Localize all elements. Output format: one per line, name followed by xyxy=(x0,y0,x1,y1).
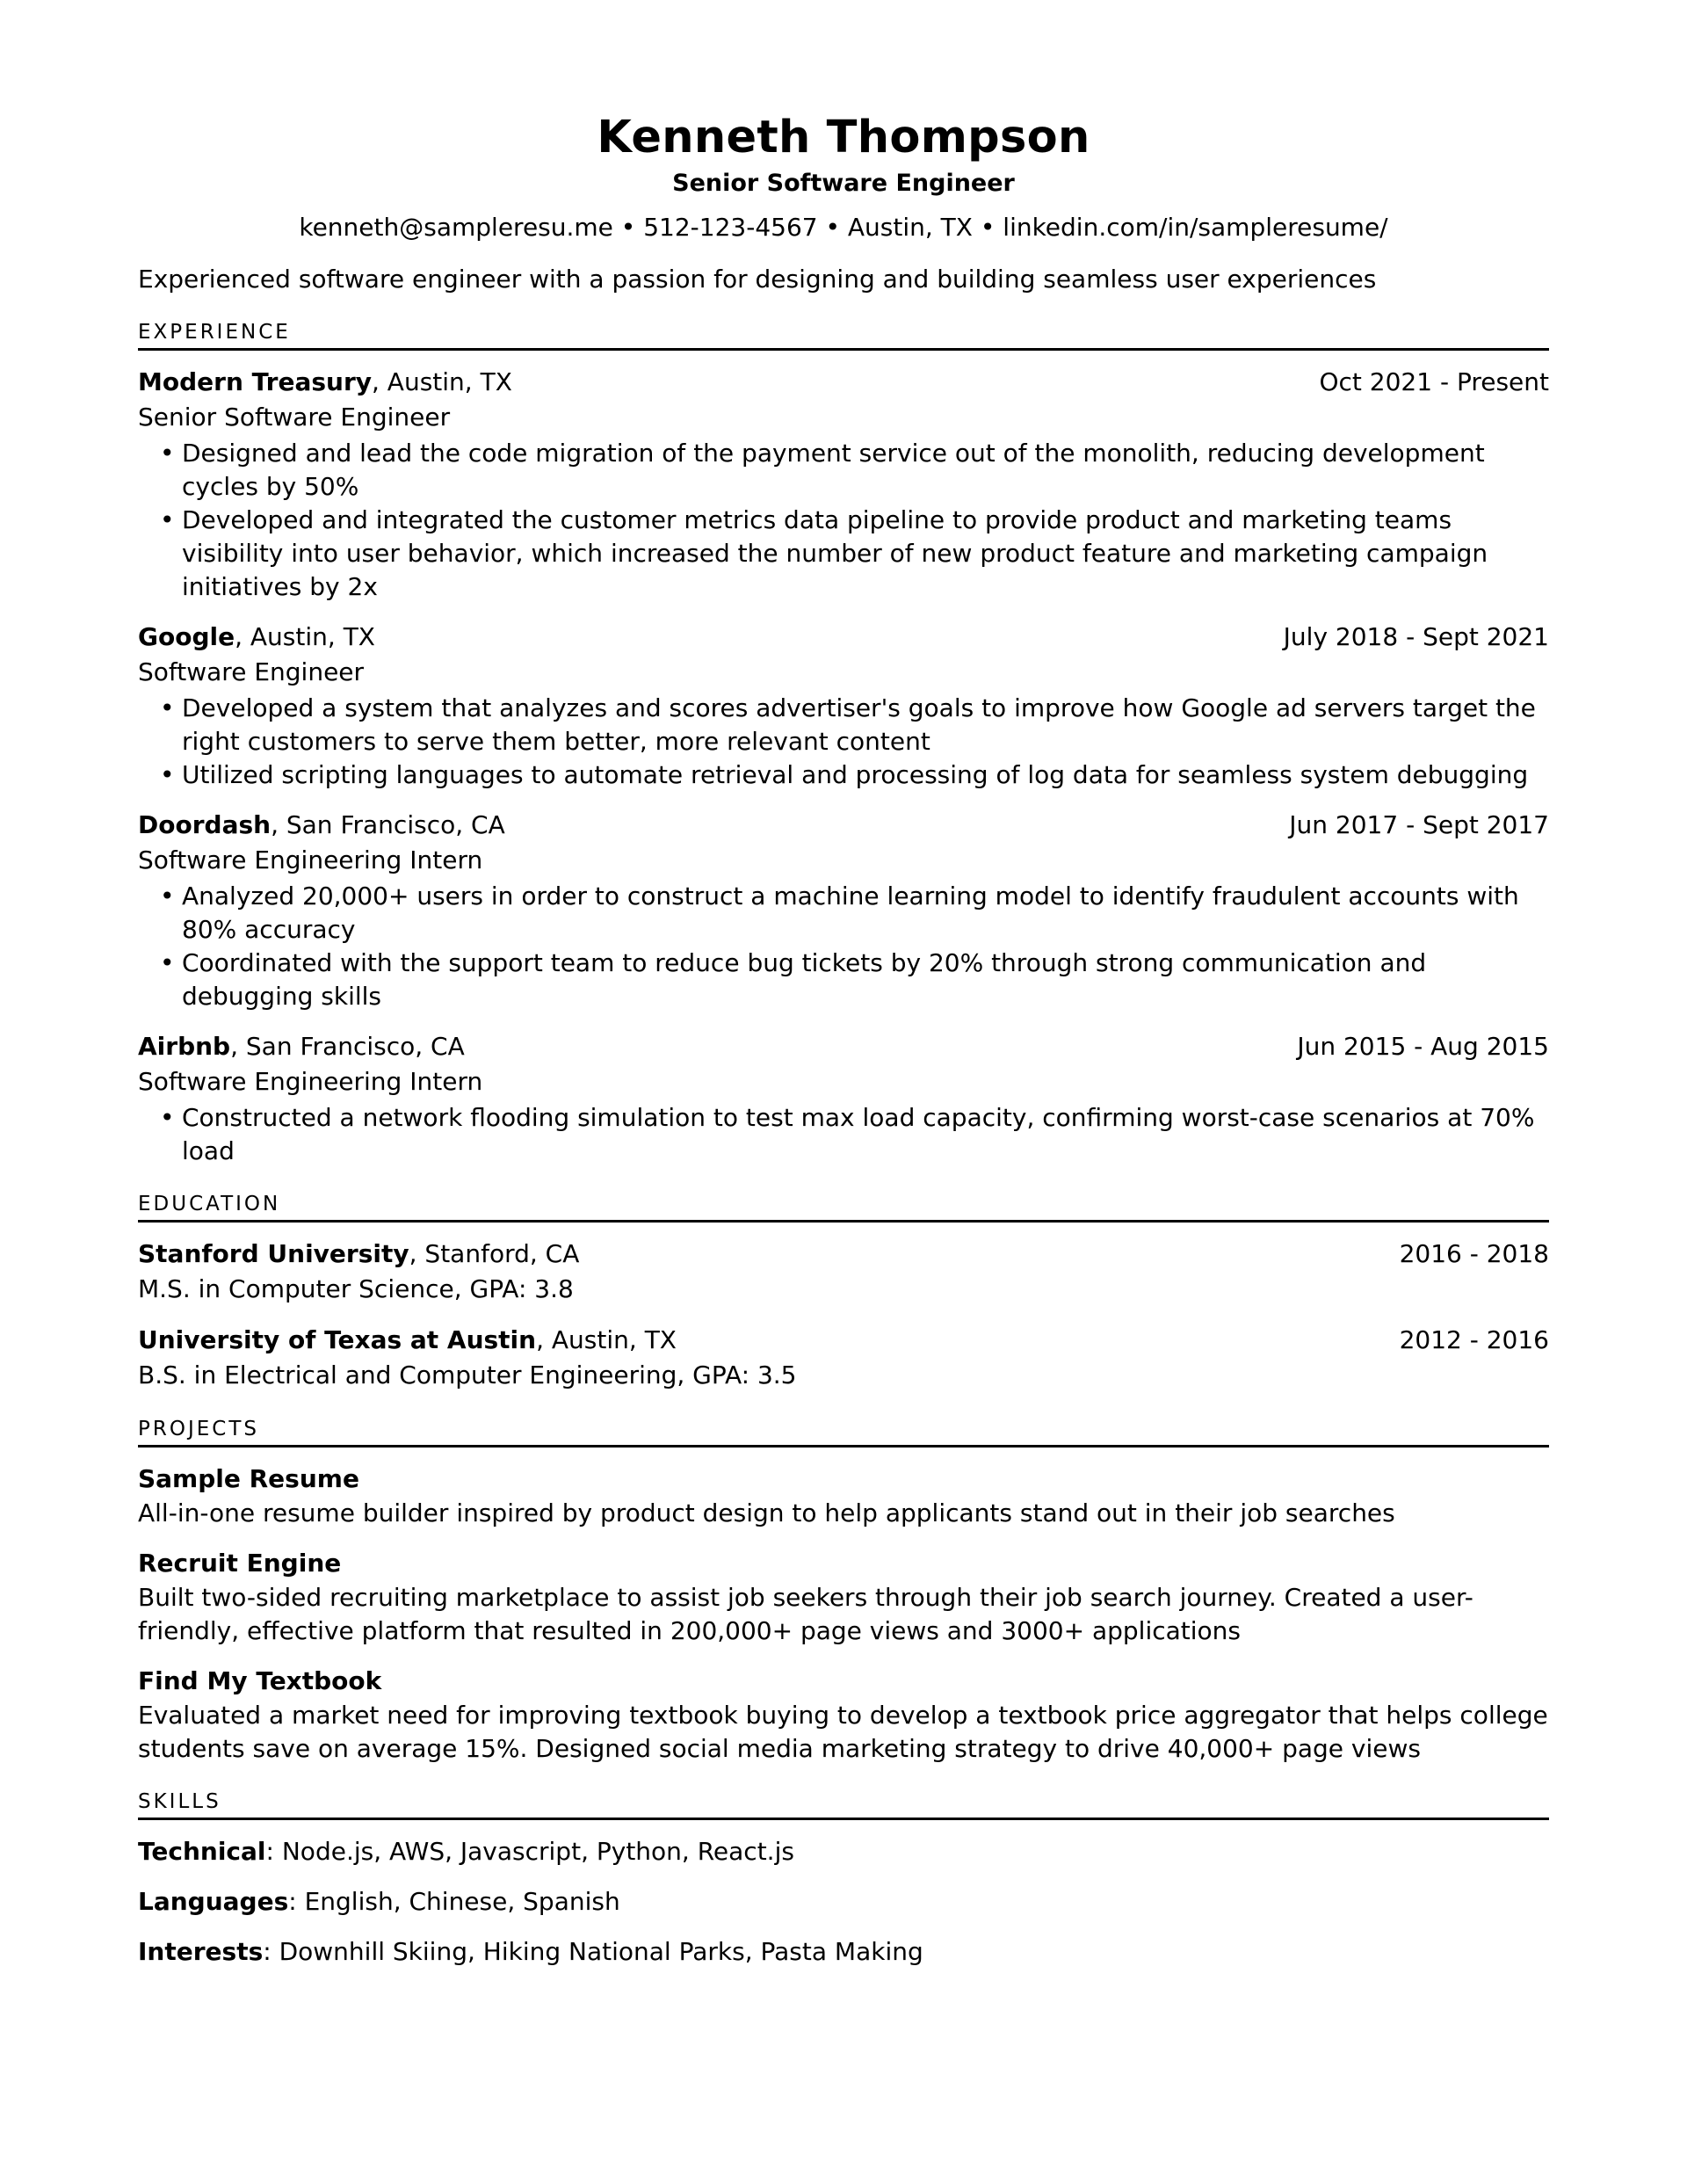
section-title-skills: SKILLS xyxy=(138,1789,1549,1820)
entry-header xyxy=(138,1323,1549,1358)
experience-section xyxy=(138,319,1549,1168)
skill-row-interests xyxy=(138,1934,1549,1970)
skill-value: : English, Chinese, Spanish xyxy=(288,1887,620,1916)
project-description: Evaluated a market need for improving textbook buying to develop a textbook price aggregator that helps college students save on average 15%. Designed social media marketing strategy to drive 40,000+ page views xyxy=(138,1701,1548,1763)
entry-header xyxy=(138,620,1549,655)
skill-label: Interests xyxy=(138,1937,264,1966)
skill-row-technical xyxy=(138,1834,1549,1869)
bullet-list xyxy=(138,692,1549,792)
skill-row-languages xyxy=(138,1884,1549,1919)
entry-header xyxy=(138,365,1549,400)
school-location-text: , Stanford, CA xyxy=(409,1239,580,1268)
skill-value: : Node.js, AWS, Javascript, Python, React.js xyxy=(265,1837,794,1866)
bullet-text: Coordinated with the support team to reduce bug tickets by 20% through strong communication and debugging skills xyxy=(182,948,1427,1011)
experience-entry xyxy=(138,620,1549,792)
entry-dates: July 2018 - Sept 2021 xyxy=(1283,622,1549,651)
job-role: Senior Software Engineer xyxy=(138,403,451,432)
entry-dates: 2012 - 2016 xyxy=(1399,1325,1549,1354)
projects-section xyxy=(138,1416,1549,1766)
company-location-text: , San Francisco, CA xyxy=(230,1032,465,1061)
candidate-headline: Senior Software Engineer xyxy=(672,170,1015,197)
entry-header xyxy=(138,1237,1549,1272)
bullet-list xyxy=(138,437,1549,604)
company-location xyxy=(138,808,505,843)
project-entry xyxy=(138,1546,1549,1648)
bullet-glyph: • xyxy=(160,693,175,722)
project-description: All-in-one resume builder inspired by product design to help applicants stand out in their job searches xyxy=(138,1498,1395,1527)
bullet-glyph: • xyxy=(160,1103,175,1132)
bullet-text: Designed and lead the code migration of the payment service out of the monolith, reducing development cycles by 50% xyxy=(182,439,1485,501)
entry-dates: 2016 - 2018 xyxy=(1399,1239,1549,1268)
company-location-text: , Austin, TX xyxy=(235,622,375,651)
job-role: Software Engineering Intern xyxy=(138,845,483,874)
project-entry xyxy=(138,1664,1549,1766)
experience-entry xyxy=(138,365,1549,604)
bullet-item xyxy=(138,758,1549,792)
skill-value: : Downhill Skiing, Hiking National Parks, Pasta Making xyxy=(263,1937,923,1966)
experience-entry xyxy=(138,1029,1549,1168)
degree: M.S. in Computer Science, GPA: 3.8 xyxy=(138,1274,574,1303)
bullet-item xyxy=(138,437,1549,504)
school-location xyxy=(138,1237,579,1272)
bullet-item xyxy=(138,1101,1549,1168)
skills-section xyxy=(138,1789,1549,1970)
degree: B.S. in Electrical and Computer Engineering, GPA: 3.5 xyxy=(138,1360,797,1389)
bullet-glyph: • xyxy=(160,882,175,911)
project-entry xyxy=(138,1462,1549,1530)
skill-label: Technical xyxy=(138,1837,266,1866)
bullet-item xyxy=(138,947,1549,1013)
education-section xyxy=(138,1191,1549,1393)
bullet-text: Constructed a network flooding simulation to test max load capacity, confirming worst-case scenarios at 70% load xyxy=(182,1103,1535,1165)
entry-dates: Jun 2015 - Aug 2015 xyxy=(1297,1032,1549,1061)
candidate-name: Kenneth Thompson xyxy=(597,112,1090,163)
bullet-text: Developed and integrated the customer metrics data pipeline to provide product and marketing teams visibility into user behavior, which increased the number of new product feature and marketing campaign initiatives by 2x xyxy=(182,505,1488,601)
project-name: Find My Textbook xyxy=(138,1666,382,1695)
bullet-list xyxy=(138,1101,1549,1168)
contact-line: kenneth@sampleresu.me • 512-123-4567 • Austin, TX • linkedin.com/in/sampleresume/ xyxy=(299,213,1388,242)
company-location xyxy=(138,365,512,400)
entry-header xyxy=(138,808,1549,843)
experience-entry xyxy=(138,808,1549,1013)
bullet-item xyxy=(138,880,1549,947)
bullet-glyph: • xyxy=(160,760,175,789)
bullet-item xyxy=(138,504,1549,604)
section-title-experience: EXPERIENCE xyxy=(138,319,1549,351)
company-name: Modern Treasury xyxy=(138,367,372,396)
bullet-text: Developed a system that analyzes and scores advertiser's goals to improve how Google ad servers target the right customers to serve them better, more relevant content xyxy=(182,693,1536,756)
entry-header xyxy=(138,1029,1549,1064)
education-entry xyxy=(138,1237,1549,1307)
project-name: Recruit Engine xyxy=(138,1549,342,1578)
job-role: Software Engineering Intern xyxy=(138,1067,483,1096)
bullet-list xyxy=(138,880,1549,1013)
company-name: Airbnb xyxy=(138,1032,231,1061)
school-location-text: , Austin, TX xyxy=(536,1325,677,1354)
school-name: University of Texas at Austin xyxy=(138,1325,537,1354)
company-name: Doordash xyxy=(138,810,272,839)
skill-label: Languages xyxy=(138,1887,289,1916)
education-entry xyxy=(138,1323,1549,1393)
bullet-glyph: • xyxy=(160,948,175,977)
section-title-projects: PROJECTS xyxy=(138,1416,1549,1448)
company-location-text: , San Francisco, CA xyxy=(271,810,505,839)
bullet-glyph: • xyxy=(160,505,175,534)
bullet-text: Utilized scripting languages to automate retrieval and processing of log data for seamless system debugging xyxy=(182,760,1529,789)
job-role: Software Engineer xyxy=(138,657,365,686)
project-name: Sample Resume xyxy=(138,1464,359,1493)
bullet-text: Analyzed 20,000+ users in order to construct a machine learning model to identify fraudulent accounts with 80% accuracy xyxy=(182,882,1519,944)
company-location-text: , Austin, TX xyxy=(372,367,512,396)
entry-dates: Jun 2017 - Sept 2017 xyxy=(1289,810,1549,839)
project-description: Built two-sided recruiting marketplace to assist job seekers through their job search journey. Created a user-friendly, effective platform that resulted in 200,000+ page views and 3000+ applications xyxy=(138,1583,1473,1645)
summary: Experienced software engineer with a passion for designing and building seamless user experiences xyxy=(138,265,1377,294)
bullet-glyph: • xyxy=(160,439,175,468)
company-name: Google xyxy=(138,622,235,651)
school-location xyxy=(138,1323,677,1358)
section-title-education: EDUCATION xyxy=(138,1191,1549,1223)
company-location xyxy=(138,620,375,655)
bullet-item xyxy=(138,692,1549,758)
entry-dates: Oct 2021 - Present xyxy=(1319,367,1549,396)
school-name: Stanford University xyxy=(138,1239,409,1268)
resume-header xyxy=(138,110,1549,243)
company-location xyxy=(138,1029,465,1064)
